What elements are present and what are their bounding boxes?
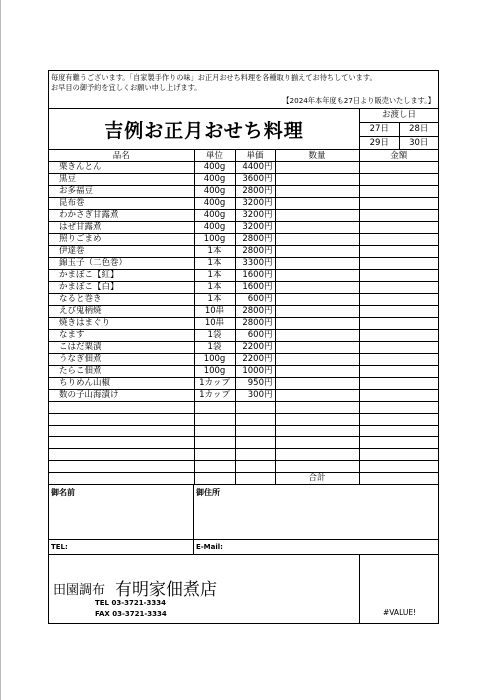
item-unit: 100g bbox=[194, 354, 235, 366]
quantity-input[interactable] bbox=[275, 198, 359, 210]
quantity-input[interactable] bbox=[275, 162, 359, 174]
quantity-input[interactable] bbox=[275, 174, 359, 186]
item-name: えび鬼柄焼 bbox=[49, 306, 194, 318]
amount-cell bbox=[359, 270, 438, 282]
item-price: 2800円 bbox=[235, 234, 275, 246]
table-row bbox=[49, 210, 438, 222]
item-name: かまぼこ【白】 bbox=[49, 282, 194, 294]
quantity-input[interactable] bbox=[275, 186, 359, 198]
empty-row bbox=[49, 425, 438, 437]
item-unit: 400g bbox=[194, 210, 235, 222]
delivery-day-29[interactable]: 29日 bbox=[369, 138, 389, 148]
item-unit: 400g bbox=[194, 198, 235, 210]
contact-row bbox=[49, 540, 438, 555]
amount-cell bbox=[359, 294, 438, 306]
table-row bbox=[49, 258, 438, 270]
table-row bbox=[49, 198, 438, 210]
delivery-date-row bbox=[360, 123, 438, 137]
quantity-input[interactable] bbox=[275, 342, 359, 354]
quantity-input[interactable] bbox=[275, 378, 359, 390]
amount-cell bbox=[359, 318, 438, 330]
empty-unit-cell bbox=[194, 425, 235, 437]
item-unit: 1本 bbox=[194, 270, 235, 282]
amount-cell bbox=[359, 258, 438, 270]
item-price: 1000円 bbox=[235, 366, 275, 378]
total-row bbox=[49, 472, 438, 484]
amount-cell bbox=[359, 174, 438, 186]
empty-name-cell[interactable] bbox=[49, 402, 194, 414]
item-name: 伊達巻 bbox=[49, 246, 194, 258]
column-header-amount: 金額 bbox=[359, 150, 438, 162]
total-blank bbox=[194, 472, 235, 484]
items-body bbox=[49, 162, 438, 485]
column-header-price: 単価 bbox=[235, 150, 275, 162]
amount-cell bbox=[359, 449, 438, 461]
amount-cell bbox=[359, 186, 438, 198]
amount-cell bbox=[359, 437, 438, 449]
item-price: 950円 bbox=[235, 378, 275, 390]
customer-row bbox=[49, 485, 438, 540]
amount-cell bbox=[359, 246, 438, 258]
empty-price-cell bbox=[235, 437, 275, 449]
quantity-input[interactable] bbox=[275, 318, 359, 330]
item-price: 2800円 bbox=[235, 306, 275, 318]
amount-cell bbox=[359, 402, 438, 414]
table-row bbox=[49, 222, 438, 234]
shop-footer bbox=[49, 555, 438, 623]
quantity-input[interactable] bbox=[275, 258, 359, 270]
empty-price-cell bbox=[235, 402, 275, 414]
customer-address-label: 御住所 bbox=[196, 487, 220, 497]
table-row bbox=[49, 342, 438, 354]
item-price: 2800円 bbox=[235, 186, 275, 198]
customer-name-label: 御名前 bbox=[51, 487, 75, 497]
tel-field[interactable] bbox=[49, 540, 194, 554]
amount-cell bbox=[359, 366, 438, 378]
empty-row bbox=[49, 413, 438, 425]
empty-name-cell[interactable] bbox=[49, 449, 194, 461]
table-row bbox=[49, 354, 438, 366]
amount-cell bbox=[359, 425, 438, 437]
intro-section bbox=[49, 71, 438, 109]
item-name: なると巻き bbox=[49, 294, 194, 306]
item-name: 数の子山海漬け bbox=[49, 390, 194, 402]
empty-unit-cell bbox=[194, 460, 235, 472]
item-unit: 1袋 bbox=[194, 330, 235, 342]
table-row bbox=[49, 318, 438, 330]
empty-name-cell[interactable] bbox=[49, 425, 194, 437]
item-name: お多福豆 bbox=[49, 186, 194, 198]
delivery-day-27[interactable]: 27日 bbox=[369, 124, 389, 134]
quantity-input[interactable] bbox=[275, 390, 359, 402]
amount-cell bbox=[359, 460, 438, 472]
tel-label: TEL: bbox=[51, 542, 68, 551]
empty-price-cell bbox=[235, 413, 275, 425]
quantity-input[interactable] bbox=[275, 306, 359, 318]
column-header-quantity: 数量 bbox=[275, 150, 359, 162]
form-title: 吉例お正月おせち料理 bbox=[49, 109, 360, 149]
quantity-input[interactable] bbox=[275, 449, 359, 461]
item-price: 1600円 bbox=[235, 270, 275, 282]
item-name: ちりめん山椒 bbox=[49, 378, 194, 390]
item-name: たらこ佃煮 bbox=[49, 366, 194, 378]
amount-cell bbox=[359, 198, 438, 210]
item-unit: 1本 bbox=[194, 294, 235, 306]
item-unit: 10串 bbox=[194, 306, 235, 318]
quantity-input[interactable] bbox=[275, 437, 359, 449]
amount-cell bbox=[359, 306, 438, 318]
total-blank bbox=[235, 472, 275, 484]
table-row bbox=[49, 378, 438, 390]
delivery-date-header: お渡し日 bbox=[360, 109, 438, 123]
item-price: 3200円 bbox=[235, 210, 275, 222]
quantity-input[interactable] bbox=[275, 413, 359, 425]
item-unit: 400g bbox=[194, 186, 235, 198]
item-price: 1600円 bbox=[235, 282, 275, 294]
item-name: 錦玉子（二色巻） bbox=[49, 258, 194, 270]
delivery-day-30[interactable]: 30日 bbox=[399, 137, 439, 150]
empty-row bbox=[49, 402, 438, 414]
table-row bbox=[49, 246, 438, 258]
item-unit: 400g bbox=[194, 174, 235, 186]
table-row bbox=[49, 294, 438, 306]
quantity-input[interactable] bbox=[275, 234, 359, 246]
amount-cell bbox=[359, 222, 438, 234]
item-unit: 1カップ bbox=[194, 378, 235, 390]
quantity-input[interactable] bbox=[275, 222, 359, 234]
item-price: 2800円 bbox=[235, 318, 275, 330]
item-name: 昆布巻 bbox=[49, 198, 194, 210]
item-name: わかさぎ甘露煮 bbox=[49, 210, 194, 222]
amount-cell bbox=[359, 210, 438, 222]
table-row bbox=[49, 390, 438, 402]
item-price: 300円 bbox=[235, 390, 275, 402]
item-unit: 400g bbox=[194, 222, 235, 234]
item-name: なます bbox=[49, 330, 194, 342]
item-unit: 1本 bbox=[194, 258, 235, 270]
quantity-input[interactable] bbox=[275, 210, 359, 222]
empty-row bbox=[49, 449, 438, 461]
page-left-edge bbox=[0, 0, 1, 700]
title-row bbox=[49, 109, 438, 150]
item-price: 3200円 bbox=[235, 222, 275, 234]
table-row bbox=[49, 330, 438, 342]
item-unit: 400g bbox=[194, 162, 235, 174]
amount-cell bbox=[359, 330, 438, 342]
item-unit: 100g bbox=[194, 366, 235, 378]
delivery-date-box bbox=[360, 109, 438, 149]
email-field[interactable] bbox=[194, 540, 438, 554]
item-price: 4400円 bbox=[235, 162, 275, 174]
total-amount-cell bbox=[359, 472, 438, 484]
amount-cell bbox=[359, 162, 438, 174]
shop-info bbox=[49, 555, 360, 623]
item-unit: 100g bbox=[194, 234, 235, 246]
item-name: 黒豆 bbox=[49, 174, 194, 186]
column-header-unit: 単位 bbox=[194, 150, 235, 162]
empty-unit-cell bbox=[194, 449, 235, 461]
table-row bbox=[49, 306, 438, 318]
quantity-input[interactable] bbox=[275, 425, 359, 437]
amount-cell bbox=[359, 378, 438, 390]
amount-cell bbox=[359, 354, 438, 366]
empty-price-cell bbox=[235, 425, 275, 437]
customer-address-field[interactable] bbox=[194, 485, 438, 539]
item-unit: 1カップ bbox=[194, 390, 235, 402]
email-label: E-Mail: bbox=[196, 542, 223, 551]
item-price: 600円 bbox=[235, 330, 275, 342]
intro-line-1: 毎度有難うございます。「自家製手作りの味」お正月おせち料理を各種取り揃えてお待ちしています。 bbox=[51, 73, 377, 82]
empty-unit-cell bbox=[194, 402, 235, 414]
table-row bbox=[49, 366, 438, 378]
empty-unit-cell bbox=[194, 437, 235, 449]
delivery-date-row bbox=[360, 137, 438, 150]
item-price: 3600円 bbox=[235, 174, 275, 186]
item-price: 2200円 bbox=[235, 354, 275, 366]
item-name: こはだ粟漬 bbox=[49, 342, 194, 354]
amount-cell bbox=[359, 413, 438, 425]
empty-price-cell bbox=[235, 449, 275, 461]
table-row bbox=[49, 282, 438, 294]
quantity-input[interactable] bbox=[275, 402, 359, 414]
quantity-input[interactable] bbox=[275, 294, 359, 306]
empty-name-cell[interactable] bbox=[49, 460, 194, 472]
item-name: はぜ甘露煮 bbox=[49, 222, 194, 234]
shop-name: 有明家佃煮店 bbox=[115, 579, 217, 600]
sales-start-note: 【2024年本年度も27日より販売いたします。】 bbox=[282, 96, 435, 105]
amount-cell bbox=[359, 282, 438, 294]
value-error-cell bbox=[360, 555, 438, 623]
items-table bbox=[49, 150, 438, 485]
item-price: 2200円 bbox=[235, 342, 275, 354]
shop-tel: TEL 03-3721-3334 bbox=[95, 598, 166, 607]
table-row bbox=[49, 162, 438, 174]
quantity-input[interactable] bbox=[275, 366, 359, 378]
item-price: 3200円 bbox=[235, 198, 275, 210]
empty-name-cell[interactable] bbox=[49, 413, 194, 425]
table-row bbox=[49, 270, 438, 282]
item-name: 焼きはまぐり bbox=[49, 318, 194, 330]
item-name: うなぎ佃煮 bbox=[49, 354, 194, 366]
item-price: 2800円 bbox=[235, 246, 275, 258]
quantity-input[interactable] bbox=[275, 246, 359, 258]
empty-row bbox=[49, 460, 438, 472]
item-price: 600円 bbox=[235, 294, 275, 306]
table-row bbox=[49, 174, 438, 186]
quantity-input[interactable] bbox=[275, 460, 359, 472]
customer-name-field[interactable] bbox=[49, 485, 194, 539]
shop-fax: FAX 03-3721-3334 bbox=[95, 609, 167, 618]
item-price: 3300円 bbox=[235, 258, 275, 270]
table-row bbox=[49, 234, 438, 246]
amount-cell bbox=[359, 234, 438, 246]
table-header-row bbox=[49, 150, 438, 162]
quantity-input[interactable] bbox=[275, 330, 359, 342]
amount-cell bbox=[359, 390, 438, 402]
empty-name-cell[interactable] bbox=[49, 437, 194, 449]
quantity-input[interactable] bbox=[275, 354, 359, 366]
empty-unit-cell bbox=[194, 413, 235, 425]
empty-price-cell bbox=[235, 460, 275, 472]
item-name: 照りごまめ bbox=[49, 234, 194, 246]
amount-cell bbox=[359, 342, 438, 354]
quantity-input[interactable] bbox=[275, 270, 359, 282]
item-unit: 1本 bbox=[194, 246, 235, 258]
delivery-day-28[interactable]: 28日 bbox=[399, 123, 439, 136]
item-unit: 10串 bbox=[194, 318, 235, 330]
total-label: 合計 bbox=[275, 472, 359, 484]
item-name: かまぼこ【紅】 bbox=[49, 270, 194, 282]
item-unit: 1袋 bbox=[194, 342, 235, 354]
order-form bbox=[48, 70, 439, 624]
total-blank bbox=[49, 472, 194, 484]
empty-row bbox=[49, 437, 438, 449]
quantity-input[interactable] bbox=[275, 282, 359, 294]
column-header-name: 品名 bbox=[49, 150, 194, 162]
shop-location: 田園調布 bbox=[53, 582, 106, 598]
item-name: 栗きんとん bbox=[49, 162, 194, 174]
table-row bbox=[49, 186, 438, 198]
intro-line-2: お早目の御予約を宜しくお願い申し上げます。 bbox=[51, 83, 202, 92]
value-error-text: #VALUE! bbox=[383, 607, 417, 617]
item-unit: 1本 bbox=[194, 282, 235, 294]
